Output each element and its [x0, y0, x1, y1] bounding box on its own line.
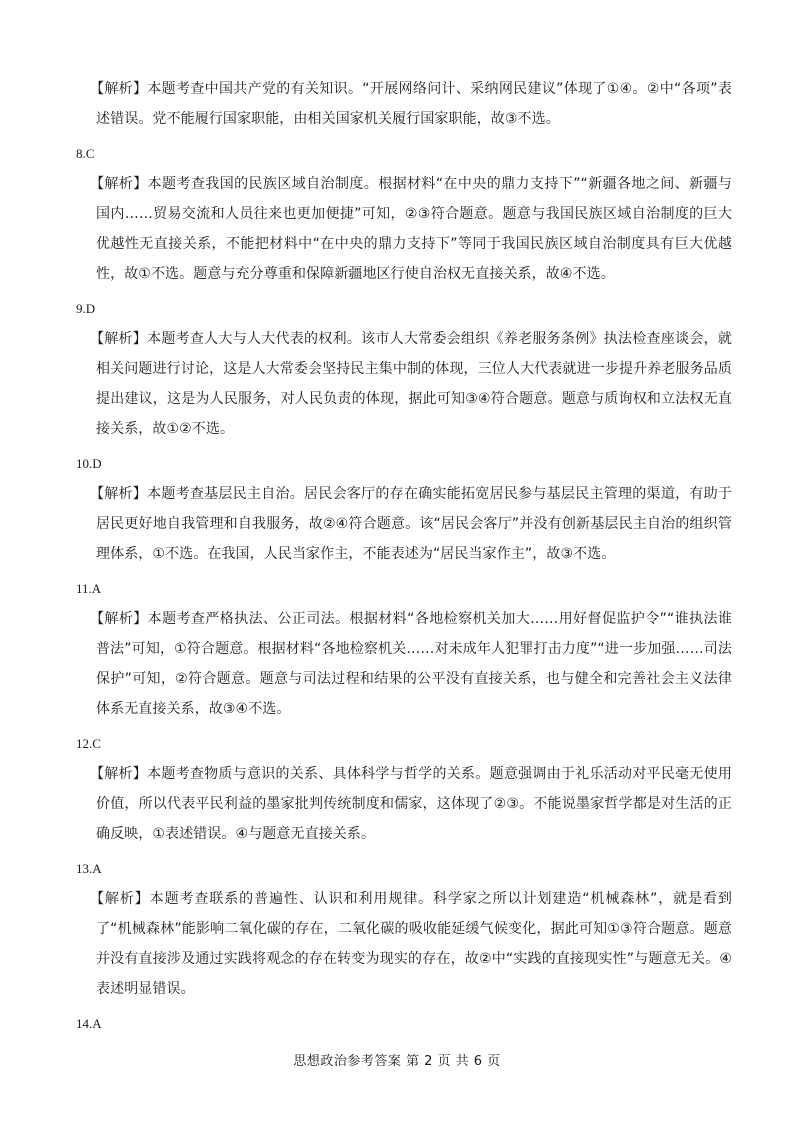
page-footer: 思想政治参考答案 第 2 页 共 6 页	[293, 1054, 501, 1069]
answer-list	[76, 74, 732, 1034]
answer-8: 8.C	[76, 146, 95, 161]
answer-12: 12.C	[76, 736, 101, 751]
analysis-8: 【解析】本题考查我国的民族区域自治制度。根据材料“在中央的鼎力支持下”“新疆各地之间、新疆与国内……贸易交流和人员往来也更加便捷”可知，②③符合题意。题意与我国民族区域自治制度的巨大优越性无直接关系，不能把材料中“在中央的鼎力支持下”等同于我国民族区域自治制度具有巨大优越性，故①不选。题意与充分尊重和保障新疆地区行使自治权无直接关系，故④不选。	[90, 176, 732, 282]
analysis-12: 【解析】本题考查物质与意识的关系、具体科学与哲学的关系。题意强调由于礼乐活动对平民毫无使用价值，所以代表平民利益的墨家批判传统制度和儒家，这体现了②③。不能说墨家哲学都是对生活的正确反映，①表述错误。④与题意无直接关系。	[90, 766, 732, 842]
answer-11: 11.A	[76, 581, 102, 596]
answer-10: 10.D	[76, 456, 102, 471]
analysis-13: 【解析】本题考查联系的普遍性、认识和利用规律。科学家之所以计划建造“机械森林”，就是看到了“机械森林”能影响二氧化碳的存在，二氧化碳的吸收能延缓气候变化，据此可知①③符合题意。题意并没有直接涉及通过实践将观念的存在转变为现实的存在，故②中“实践的直接现实性”与题意无关。④表述明显错误。	[90, 891, 732, 997]
analysis-10: 【解析】本题考查基层民主自治。居民会客厅的存在确实能拓宽居民参与基层民主管理的渠道，有助于居民更好地自我管理和自我服务，故②④符合题意。该“居民会客厅”并没有创新基层民主自治的组织管理体系，①不选。在我国，人民当家作主，不能表述为“居民当家作主”，故③不选。	[90, 486, 732, 562]
answer-9: 9.D	[76, 301, 96, 316]
analysis-11: 【解析】本题考查严格执法、公正司法。根据材料“各地检察机关加大……用好督促监护令”“谁执法谁普法”可知，①符合题意。根据材料“各地检察机关……对未成年人犯罪打击力度”“进一步加强……司法保护”可知，②符合题意。题意与司法过程和结果的公平没有直接关系，也与健全和完善社会主义法律体系无直接关系，故③④不选。	[90, 611, 732, 717]
answer-13: 13.A	[76, 861, 102, 876]
analysis-9: 【解析】本题考查人大与人大代表的权利。该市人大常委会组织《养老服务条例》执法检查座谈会，就相关问题进行讨论，这是人大常委会坚持民主集中制的体现，三位人大代表就进一步提升养老服务品质提出建议，这是为人民服务，对人民负责的体现，据此可知③④符合题意。题意与质询权和立法权无直接关系，故①②不选。	[90, 331, 732, 437]
analysis-7: 【解析】本题考查中国共产党的有关知识。“开展网络问计、采纳网民建议”体现了①④。②中“各项”表述错误。党不能履行国家职能，由相关国家机关履行国家职能，故③不选。	[90, 81, 732, 127]
answer-14: 14.A	[76, 1016, 102, 1031]
